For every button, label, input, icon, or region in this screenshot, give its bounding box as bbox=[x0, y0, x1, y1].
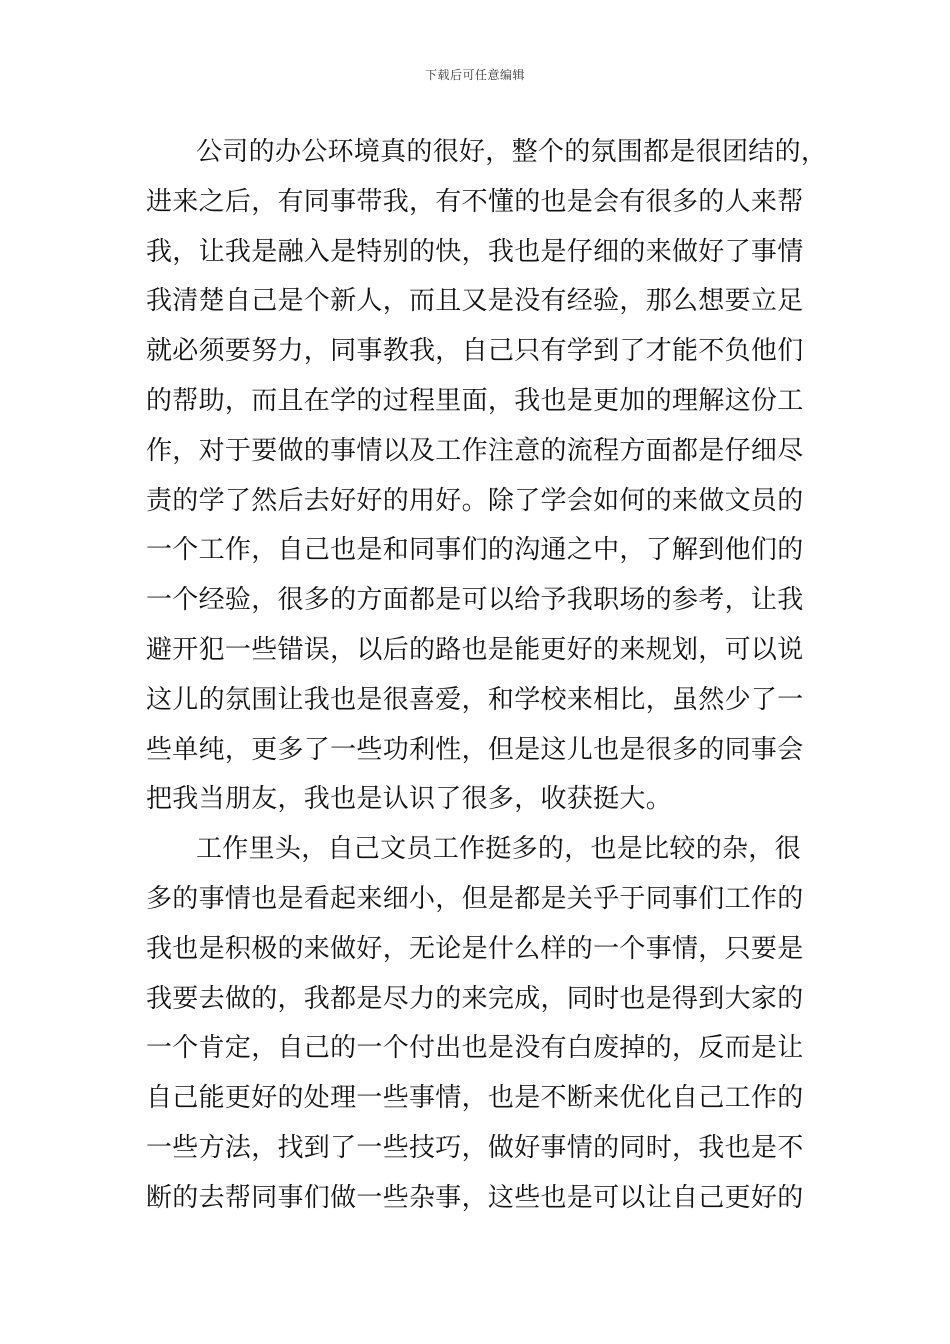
paragraph-2-line-6: 自己能更好的处理一些事情，也是不断来优化自己工作的 bbox=[146, 1083, 804, 1114]
paragraph-2-line-8: 断的去帮同事们做一些杂事，这些也是可以让自己更好的 bbox=[146, 1182, 804, 1213]
paragraph-2-line-2: 多的事情也是看起来细小，但是都是关乎于同事们工作的 bbox=[146, 883, 804, 914]
paragraph-1-line-6: 的帮助，而且在学的过程里面，我也是更加的理解这份工 bbox=[146, 385, 804, 416]
paragraph-2-line-5: 一个肯定，自己的一个付出也是没有白废掉的，反而是让 bbox=[146, 1033, 804, 1064]
paragraph-1-line-4: 我清楚自己是个新人，而且又是没有经验，那么想要立足 bbox=[146, 286, 804, 317]
paragraph-2-line-1: 工作里头，自己文员工作挺多的，也是比较的杂，很 bbox=[196, 834, 801, 865]
paragraph-1-line-2: 进来之后，有同事带我，有不懂的也是会有很多的人来帮 bbox=[146, 186, 804, 217]
paragraph-1-line-10: 一个经验，很多的方面都是可以给予我职场的参考，让我 bbox=[146, 585, 804, 616]
paragraph-2-line-4: 我要去做的，我都是尽力的来完成，同时也是得到大家的 bbox=[146, 983, 804, 1014]
paragraph-1-line-1: 公司的办公环境真的很好，整个的氛围都是很团结的， bbox=[196, 137, 828, 167]
header-note: 下载后可任意编辑 bbox=[424, 68, 525, 82]
paragraph-1-line-12: 这儿的氛围让我也是很喜爱，和学校来相比，虽然少了一 bbox=[146, 684, 804, 715]
paragraph-1-line-9: 一个工作，自己也是和同事们的沟通之中，了解到他们的 bbox=[146, 535, 804, 566]
paragraph-1-line-13: 些单纯，更多了一些功利性，但是这儿也是很多的同事会 bbox=[146, 734, 804, 765]
paragraph-2-line-3: 我也是积极的来做好，无论是什么样的一个事情，只要是 bbox=[146, 933, 804, 964]
paragraph-2-line-7: 一些方法，找到了一些技巧，做好事情的同时，我也是不 bbox=[146, 1132, 804, 1163]
paragraph-1-line-5: 就必须要努力，同事教我，自己只有学到了才能不负他们 bbox=[146, 336, 804, 367]
body-text bbox=[146, 128, 828, 1224]
paragraph-1-line-14: 把我当朋友，我也是认识了很多，收获挺大。 bbox=[146, 784, 673, 815]
paragraph-1-line-3: 我，让我是融入是特别的快，我也是仔细的来做好了事情 bbox=[146, 236, 804, 267]
paragraph-1-line-11: 避开犯一些错误，以后的路也是能更好的来规划，可以说 bbox=[146, 634, 804, 665]
paragraph-1-line-8: 责的学了然后去好好的用好。除了学会如何的来做文员的 bbox=[146, 485, 804, 516]
paragraph-1-line-7: 作，对于要做的事情以及工作注意的流程方面都是仔细尽 bbox=[146, 435, 804, 466]
